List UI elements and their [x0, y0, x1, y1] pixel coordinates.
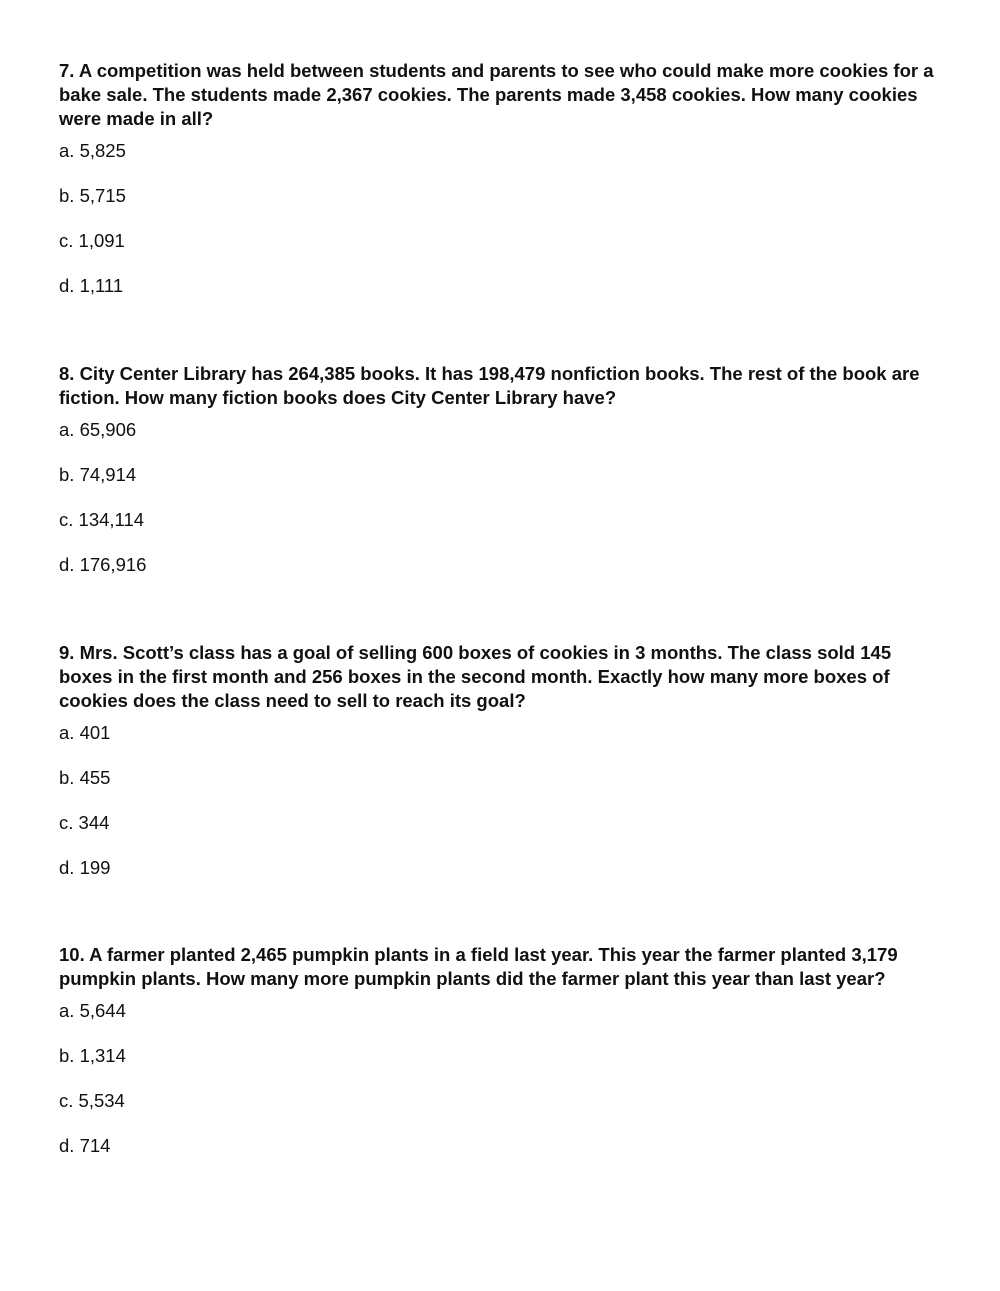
question-7-option-d: d. 1,111: [59, 275, 124, 296]
question-7-option-c: c. 1,091: [59, 230, 125, 251]
question-10-option-a: a. 5,644: [59, 1000, 126, 1021]
question-10-option-b: b. 1,314: [59, 1045, 126, 1066]
question-10-option-c: c. 5,534: [59, 1090, 125, 1111]
question-7-text: 7. A competition was held between students and parents to see who could make more cookies for a bake sale. The students made 2,367 cookies. The parents made 3,458 cookies. How many cookies were made in all?: [59, 60, 934, 129]
question-8-text: 8. City Center Library has 264,385 books. It has 198,479 nonfiction books. The rest of the book are fiction. How many fiction books does City Center Library have?: [59, 363, 920, 408]
question-9: [59, 641, 949, 901]
question-9-text: 9. Mrs. Scott’s class has a goal of selling 600 boxes of cookies in 3 months. The class sold 145 boxes in the first month and 256 boxes in the second month. Exactly how many more boxes of cookies does the class need to sell to reach its goal?: [59, 642, 892, 711]
question-10-option-d: d. 714: [59, 1135, 111, 1156]
question-7-option-a: a. 5,825: [59, 140, 126, 161]
question-9-option-c: c. 344: [59, 812, 110, 833]
question-10: [59, 943, 949, 1179]
question-7: [59, 59, 949, 319]
question-8-option-d: d. 176,916: [59, 554, 147, 575]
question-7-option-b: b. 5,715: [59, 185, 126, 206]
question-10-text: 10. A farmer planted 2,465 pumpkin plants in a field last year. This year the farmer planted 3,179 pumpkin plants. How many more pumpkin plants did the farmer plant this year than last year?: [59, 944, 898, 989]
question-9-option-d: d. 199: [59, 857, 111, 878]
question-8-option-a: a. 65,906: [59, 419, 137, 440]
question-8-option-b: b. 74,914: [59, 464, 137, 485]
question-8-option-c: c. 134,114: [59, 509, 145, 530]
question-9-option-b: b. 455: [59, 767, 111, 788]
question-9-option-a: a. 401: [59, 722, 111, 743]
question-8: [59, 362, 949, 598]
